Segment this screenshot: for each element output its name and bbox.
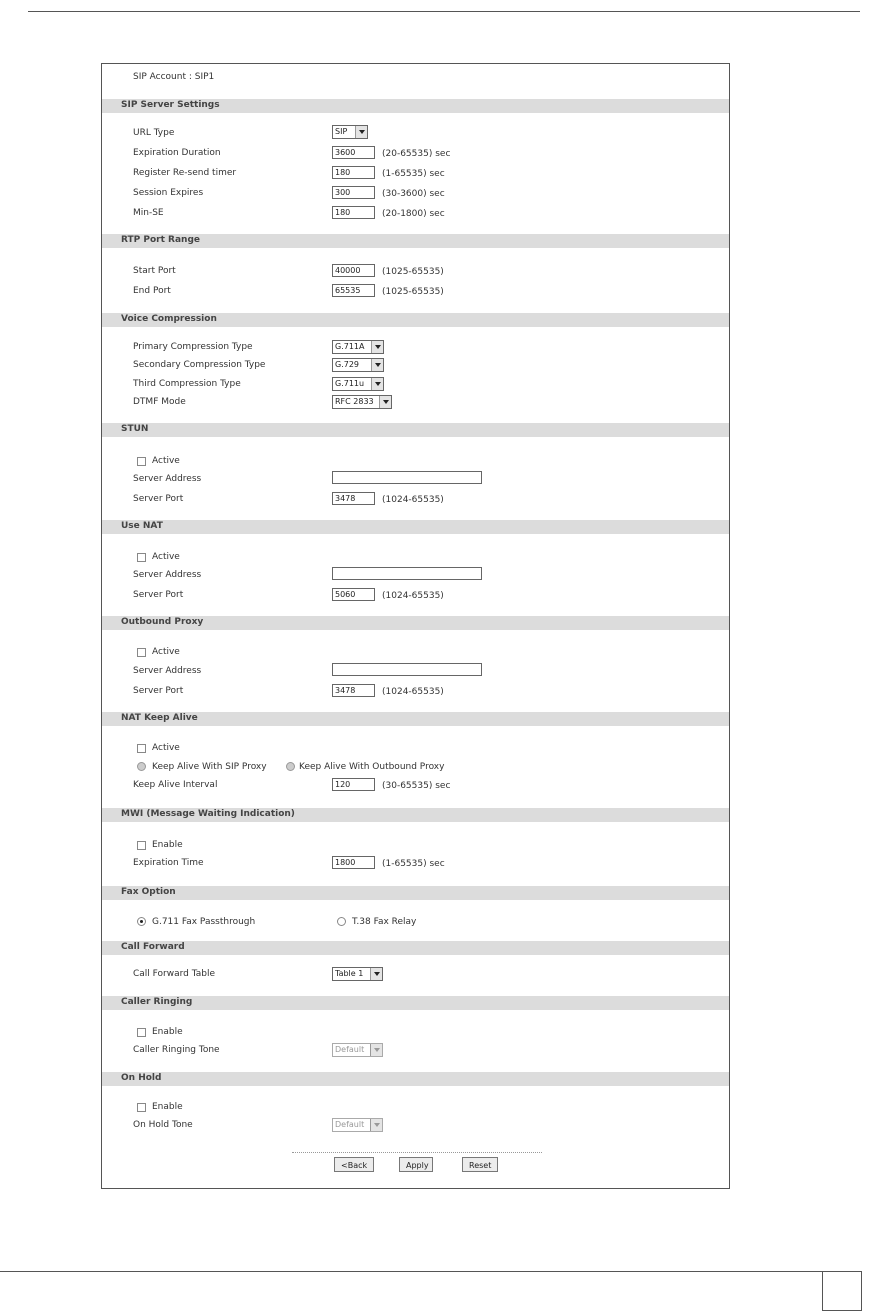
third-compression-label: Third Compression Type: [133, 379, 241, 389]
outbound-server-port-input[interactable]: 3478: [332, 684, 375, 697]
url-type-label: URL Type: [133, 128, 175, 138]
dtmf-mode-select[interactable]: RFC 2833: [332, 395, 392, 409]
on-hold-enable-checkbox[interactable]: [137, 1103, 146, 1112]
outbound-server-port-label: Server Port: [133, 686, 184, 696]
keep-alive-active-label: Active: [152, 743, 180, 753]
register-resend-input[interactable]: 180: [332, 166, 375, 179]
min-se-label: Min-SE: [133, 208, 164, 218]
fax-passthrough-label: G.711 Fax Passthrough: [152, 917, 256, 927]
keep-alive-sip-proxy-radio[interactable]: [137, 762, 146, 771]
caller-ringing-enable-checkbox[interactable]: [137, 1028, 146, 1037]
page-number-box: [822, 1271, 862, 1311]
start-port-label: Start Port: [133, 266, 176, 276]
outbound-active-checkbox[interactable]: [137, 648, 146, 657]
chevron-down-icon: [355, 126, 367, 138]
end-port-label: End Port: [133, 286, 171, 296]
stun-server-address-input[interactable]: [332, 471, 482, 484]
register-resend-range: (1-65535) sec: [382, 169, 445, 179]
chevron-down-icon: [371, 341, 383, 353]
mwi-expiration-range: (1-65535) sec: [382, 859, 445, 869]
nat-server-port-range: (1024-65535): [382, 591, 444, 601]
keep-alive-sip-proxy-label: Keep Alive With SIP Proxy: [152, 762, 267, 772]
nat-server-port-label: Server Port: [133, 590, 184, 600]
expiration-duration-input[interactable]: 3600: [332, 146, 375, 159]
dtmf-mode-label: DTMF Mode: [133, 397, 186, 407]
start-port-input[interactable]: 40000: [332, 264, 375, 277]
stun-active-label: Active: [152, 456, 180, 466]
section-outbound-proxy: Outbound Proxy: [102, 616, 729, 630]
keep-alive-outbound-proxy-radio[interactable]: [286, 762, 295, 771]
outbound-server-port-range: (1024-65535): [382, 687, 444, 697]
secondary-compression-label: Secondary Compression Type: [133, 360, 266, 370]
primary-compression-label: Primary Compression Type: [133, 342, 253, 352]
nat-server-address-input[interactable]: [332, 567, 482, 580]
mwi-expiration-input[interactable]: 1800: [332, 856, 375, 869]
mwi-enable-checkbox[interactable]: [137, 841, 146, 850]
min-se-input[interactable]: 180: [332, 206, 375, 219]
call-forward-table-select[interactable]: Table 1: [332, 967, 383, 981]
back-button[interactable]: <Back: [334, 1157, 374, 1172]
section-mwi: MWI (Message Waiting Indication): [102, 808, 729, 822]
stun-server-port-label: Server Port: [133, 494, 184, 504]
keep-alive-interval-range: (30-65535) sec: [382, 781, 451, 791]
stun-server-address-label: Server Address: [133, 474, 202, 484]
chevron-down-icon: [370, 968, 382, 980]
on-hold-tone-label: On Hold Tone: [133, 1120, 193, 1130]
section-nat-keep-alive: NAT Keep Alive: [102, 712, 729, 726]
section-rtp-port-range: RTP Port Range: [102, 234, 729, 248]
footer-rule: [0, 1271, 822, 1272]
nat-server-address-label: Server Address: [133, 570, 202, 580]
start-port-range: (1025-65535): [382, 267, 444, 277]
on-hold-tone-select[interactable]: Default: [332, 1118, 383, 1132]
url-type-select[interactable]: SIP: [332, 125, 368, 139]
session-expires-range: (30-3600) sec: [382, 189, 445, 199]
caller-ringing-tone-label: Caller Ringing Tone: [133, 1045, 220, 1055]
primary-compression-select[interactable]: G.711A: [332, 340, 384, 354]
sip-account-advanced-panel: [101, 63, 730, 1189]
keep-alive-outbound-proxy-label: Keep Alive With Outbound Proxy: [299, 762, 445, 772]
section-fax-option: Fax Option: [102, 886, 729, 900]
section-on-hold: On Hold: [102, 1072, 729, 1086]
fax-relay-radio[interactable]: [337, 917, 346, 926]
section-sip-server-settings: SIP Server Settings: [102, 99, 729, 113]
button-divider: [292, 1152, 542, 1153]
chevron-down-icon: [379, 396, 391, 408]
call-forward-table-label: Call Forward Table: [133, 969, 215, 979]
min-se-range: (20-1800) sec: [382, 209, 445, 219]
stun-server-port-range: (1024-65535): [382, 495, 444, 505]
outbound-active-label: Active: [152, 647, 180, 657]
mwi-expiration-label: Expiration Time: [133, 858, 204, 868]
session-expires-label: Session Expires: [133, 188, 204, 198]
outbound-server-address-label: Server Address: [133, 666, 202, 676]
expiration-duration-label: Expiration Duration: [133, 148, 221, 158]
keep-alive-interval-label: Keep Alive Interval: [133, 780, 218, 790]
section-call-forward: Call Forward: [102, 941, 729, 955]
section-caller-ringing: Caller Ringing: [102, 996, 729, 1010]
caller-ringing-enable-label: Enable: [152, 1027, 183, 1037]
expiration-duration-range: (20-65535) sec: [382, 149, 451, 159]
section-voice-compression: Voice Compression: [102, 313, 729, 327]
nat-active-label: Active: [152, 552, 180, 562]
fax-passthrough-radio[interactable]: [137, 917, 146, 926]
outbound-server-address-input[interactable]: [332, 663, 482, 676]
nat-active-checkbox[interactable]: [137, 553, 146, 562]
mwi-enable-label: Enable: [152, 840, 183, 850]
fax-relay-label: T.38 Fax Relay: [352, 917, 417, 927]
session-expires-input[interactable]: 300: [332, 186, 375, 199]
stun-server-port-input[interactable]: 3478: [332, 492, 375, 505]
end-port-range: (1025-65535): [382, 287, 444, 297]
end-port-input[interactable]: 65535: [332, 284, 375, 297]
nat-server-port-input[interactable]: 5060: [332, 588, 375, 601]
chevron-down-icon: [371, 378, 383, 390]
secondary-compression-select[interactable]: G.729: [332, 358, 384, 372]
stun-active-checkbox[interactable]: [137, 457, 146, 466]
keep-alive-active-checkbox[interactable]: [137, 744, 146, 753]
header-rule: [28, 11, 860, 12]
apply-button[interactable]: Apply: [399, 1157, 433, 1172]
section-use-nat: Use NAT: [102, 520, 729, 534]
sip-account-label: SIP Account : SIP1: [133, 72, 215, 82]
chevron-down-icon: [370, 1119, 382, 1131]
reset-button[interactable]: Reset: [462, 1157, 498, 1172]
chevron-down-icon: [370, 1044, 382, 1056]
register-resend-label: Register Re-send timer: [133, 168, 237, 178]
third-compression-select[interactable]: G.711u: [332, 377, 384, 391]
caller-ringing-tone-select[interactable]: Default: [332, 1043, 383, 1057]
chevron-down-icon: [371, 359, 383, 371]
section-stun: STUN: [102, 423, 729, 437]
on-hold-enable-label: Enable: [152, 1102, 183, 1112]
keep-alive-interval-input[interactable]: 120: [332, 778, 375, 791]
